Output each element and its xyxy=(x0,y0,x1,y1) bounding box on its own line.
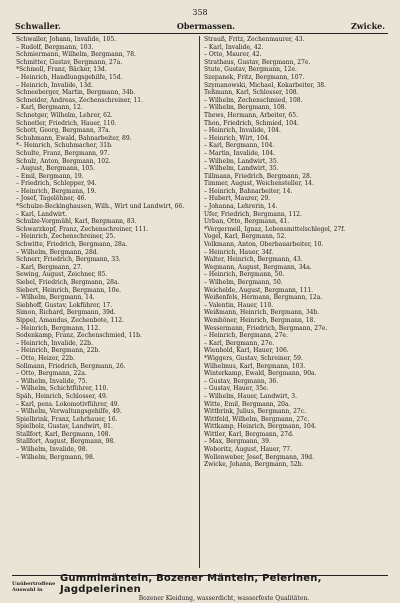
header-center: Obermassen. xyxy=(176,21,236,31)
directory-entry: Schuhmann, Ewald, Bahnarbeiter, 89. xyxy=(16,134,132,142)
directory-entry: Schmiermann, Wilhelm, Bergmann, 78. xyxy=(16,51,136,59)
directory-entry: Schneider, Andreas, Zechenschreiner, 11. xyxy=(16,96,143,104)
directory-entry: Wemhöner, Heinrich, Bergmann, 18. xyxy=(204,316,316,324)
directory-entry: – Heinrich, Bergmann, 50. xyxy=(204,271,285,279)
directory-entry: Schmitter, Gustav, Bergmann, 27a. xyxy=(16,58,123,66)
directory-entry: Ufer, Friedrich, Bergmann, 112. xyxy=(204,210,302,218)
directory-entry: Wollenweber, Josef, Bergmann, 39d. xyxy=(204,453,315,461)
directory-entry: – Karl, Bergmann, 104. xyxy=(204,142,275,150)
directory-entry: – Wilhelm, Zechenschmied, 108. xyxy=(204,96,303,104)
directory-entry: – Heinrich, Invalide, 22b. xyxy=(16,339,93,347)
advertisement-banner xyxy=(12,572,388,602)
directory-entry: Wienhold, Karl, Hauer, 106. xyxy=(204,347,289,355)
directory-entry: – Heinrich, Invalide, 104. xyxy=(204,127,281,135)
directory-entry: Schnetler, Friedrich, Hauer, 110. xyxy=(16,119,117,127)
directory-entry: – Heinrich, Invalide, 13d. xyxy=(16,81,93,89)
directory-entry: Wegmann, August, Bergmann, 34a. xyxy=(204,263,312,271)
directory-entry: Strathaus, Gustav, Bergmann, 27e. xyxy=(204,58,311,66)
directory-entry: Thon, Friedrich, Schmied, 104. xyxy=(204,119,299,127)
ad-subline: Bozener Kleidung, wasserdicht, wasserfeste Qualitäten. xyxy=(138,594,310,602)
directory-entry: – Josef, Tagelöhner, 46. xyxy=(16,195,87,203)
directory-entry: Vogel, Karl, Bergmann, 52. xyxy=(204,233,287,241)
directory-entry: Walter, Heinrich, Bergmann, 43. xyxy=(204,256,303,264)
directory-entry: – Wilhelm, Landwirt, 35. xyxy=(204,157,279,165)
directory-entry: – Wilhelm, Bergmann, 108. xyxy=(204,104,287,112)
directory-entry: – Friedrich, Schlepper, 94. xyxy=(16,180,97,188)
directory-entry: Szymanowski, Michael, Kokarbeiter, 38. xyxy=(204,81,326,89)
directory-entry: Volkmann, Anton, Oberbauarbeiter, 10. xyxy=(204,241,324,249)
directory-entry: Weißmann, Heinrich, Bergmann, 34b. xyxy=(204,309,320,317)
right-column xyxy=(200,36,388,568)
directory-entry: Siebel, Friedrich, Bergmann, 28a. xyxy=(16,279,120,286)
directory-entry: – Wilhelm, Verwaltungsgehilfe, 49. xyxy=(16,408,122,416)
directory-entry: – Otto, Maurer, 42. xyxy=(204,51,262,59)
directory-entry: Spielbrink, Franz, Lehrhauer, 16. xyxy=(16,415,118,423)
directory-entry: Timmer, August, Weichensteller, 14. xyxy=(204,180,314,188)
directory-entry: Woboritz, August, Hauer, 77. xyxy=(204,446,292,454)
directory-entry: Zwicke, Johann, Bergmann, 52b. xyxy=(204,461,304,469)
directory-entry: – Karl, Landwirt. xyxy=(16,210,68,218)
header-left: Schwaller. xyxy=(15,21,61,31)
directory-entry: Simon, Richard, Bergmann, 39d. xyxy=(16,309,116,317)
directory-entry: Schnerr, Friedrich, Bergmann, 33. xyxy=(16,256,121,264)
directory-entry: Schneeberger, Martin, Bergmann, 34b. xyxy=(16,89,136,97)
directory-entry: Schwaller, Johann, Invalide, 105. xyxy=(16,36,117,43)
directory-entry: – Heinrich, Bergmann, 19. xyxy=(16,187,97,195)
ad-main xyxy=(60,573,388,602)
directory-entry: Schulz, Anton, Bergmann, 102. xyxy=(16,157,111,165)
left-column xyxy=(12,36,200,568)
directory-entry: – Wilhelm, Bergmann, 98. xyxy=(16,453,95,461)
directory-entry: Stallfort, Karl, Bergmann, 108. xyxy=(16,430,111,438)
directory-entry: Urban, Otto, Bergmann, 41. xyxy=(204,218,290,226)
directory-entry: – Heinrich, Bergmann, 22b. xyxy=(16,347,101,355)
directory-entry: Schulze-Vorgmühl, Karl, Bergmann, 83. xyxy=(16,218,137,226)
directory-entry: Schott, Georg, Bergmann, 37a. xyxy=(16,127,111,135)
directory-entry: – Heinrich, Bergmann, 27e. xyxy=(204,332,288,340)
directory-entry: Späh, Heinrich, Schlosser, 49. xyxy=(16,392,108,400)
directory-entry: Schnetger, Wilhelm, Lehrer, 62. xyxy=(16,111,113,119)
directory-entry: – Valentin, Hauer, 110. xyxy=(204,301,274,309)
directory-entry: – Wilhelm, Invalide, 75. xyxy=(16,377,88,385)
directory-entry: – Karl, Bergmann, 12. xyxy=(16,104,83,112)
page-number: 358 xyxy=(192,8,208,17)
ad-headline: Gummimänteln, Bozener Mänteln, Pelerinen, Jagdpelerinen xyxy=(60,572,322,595)
directory-entry: – Heinrich, Hauer, 34f. xyxy=(204,248,274,256)
directory-entry: Wittkamp, Heinrich, Bergmann, 104. xyxy=(204,423,317,431)
directory-entry: Schulte, Franz, Bergmann, 97. xyxy=(16,149,110,157)
directory-entry: Sodenkamp, Franz, Zechenschmied, 11b. xyxy=(16,332,142,340)
directory-entry: – Heinrich, Handlungsgehilfe, 15d. xyxy=(16,73,123,81)
directory-entry: – Karl, Bergmann, 27e. xyxy=(204,339,275,347)
directory-entry: – Heinrich, Bergmann, 112. xyxy=(16,324,101,332)
directory-entry: Wittfeld, Wilhelm, Bergmann, 27c. xyxy=(204,415,310,423)
directory-entry: *Schmoll, Franz, Bäcker, 13d. xyxy=(16,66,107,74)
directory-entry: – Wilhelm, Landwirt, 35. xyxy=(204,165,279,173)
directory-entry: – August, Bergmann, 105. xyxy=(16,165,95,173)
directory-entry: – Wilhelm, Bergmann, 14. xyxy=(16,294,95,302)
directory-entry: *Vergermeil, Ignaz, Lebensmittelschlegel, 27f. xyxy=(204,225,346,233)
directory-entry: – Karl, Bergmann, 27. xyxy=(16,263,83,271)
directory-entry: – Gustav, Bergmann, 36. xyxy=(204,377,279,385)
directory-entry: – Karl, pens. Lokomotivführer, 49. xyxy=(16,400,120,408)
directory-entry: *– Heinrich, Schuhmacher, 31b. xyxy=(16,142,113,150)
directory-entry: – Wilhelm, Invalide, 98. xyxy=(16,446,88,454)
directory-entry: *Schulze-Beckinghausen, Wilh., Wirt und Landwirt, 66. xyxy=(16,203,185,211)
directory-entry: Wittbrink, Julius, Bergmann, 27c. xyxy=(204,408,306,416)
directory-entry: – Otto, Bergmann, 22a. xyxy=(16,370,87,378)
directory-entry: Wilhelmus, Karl, Bergmann, 103. xyxy=(204,362,306,370)
directory-entry: – Heinrich, Bahnarbeiter, 14. xyxy=(204,187,293,195)
directory-entry: Stute, Gustav, Bergmann, 12e. xyxy=(204,66,297,74)
directory-entry: – Martin, Invalide, 104. xyxy=(204,149,276,157)
directory-entry: Schwarzkopf, Franz, Zechenschreiner, 111. xyxy=(16,225,149,233)
directory-entry: – Emil, Bergmann, 19. xyxy=(16,172,84,180)
directory-entry: Schwitte, Friedrich, Bergmann, 28a. xyxy=(16,241,128,249)
directory-entry: Wessermann, Friedrich, Bergmann, 27e. xyxy=(204,324,328,332)
directory-entry: Szepanek, Fritz, Bergmann, 107. xyxy=(204,73,305,81)
directory-entry: Thews, Hermann, Arbeiter, 65. xyxy=(204,111,298,119)
directory-entry: Teßmann, Karl, Schlosser, 108. xyxy=(204,89,299,97)
directory-entry: Sippel, Amandus, Zechenbote, 112. xyxy=(16,316,125,324)
directory-entry: – Wilhelm, Schichtführer, 110. xyxy=(16,385,109,393)
directory-entry: Stallfort, August, Bergmann, 98. xyxy=(16,438,116,446)
directory-entry: – Johanna, Lehrerin, 14. xyxy=(204,203,278,211)
directory-entry: – Otto, Heizer, 22b. xyxy=(16,354,75,362)
directory-entry: – Wilhelm, Bergmann, 50. xyxy=(204,279,283,286)
directory-entry: Weichelde, August, Bergmann, 111. xyxy=(204,286,314,294)
ad-side-text: Unübertroffene Auswahl in xyxy=(12,581,56,593)
directory-entry: Winterkamp, Ewald, Bergmann, 90a. xyxy=(204,370,317,378)
directory-entry: – Karl, Invalide, 42. xyxy=(204,43,264,51)
directory-columns xyxy=(12,36,388,568)
directory-entry: – Heinrich, Zechenschreiner, 25. xyxy=(16,233,116,241)
directory-entry: *Wiggers, Gustav, Schreiner, 59. xyxy=(204,354,303,362)
directory-entry: Tillmann, Friedrich, Bergmann, 28. xyxy=(204,172,312,180)
directory-entry: – Gustav, Hauer, 35e. xyxy=(204,385,269,393)
directory-entry: Sewing, August, Zeichner, 85. xyxy=(16,271,108,279)
directory-entry: Siebhoff, Gustav, Lokführer, 17. xyxy=(16,301,113,309)
running-header xyxy=(12,21,388,34)
directory-entry: – Max, Bergmann, 39. xyxy=(204,438,271,446)
directory-entry: – Rudolf, Bergmann, 103. xyxy=(16,43,94,51)
directory-entry: – Wilhelm, Bergmann, 28d. xyxy=(16,248,99,256)
directory-entry: Witte, Emil, Bergmann, 20a. xyxy=(204,400,291,408)
directory-entry: Strauß, Fritz, Zechenmaurer, 43. xyxy=(204,36,305,43)
directory-entry: Siebert, Heinrich, Bergmann, 10e. xyxy=(16,286,122,294)
directory-entry: Weißenfels, Hermann, Bergmann, 12a. xyxy=(204,294,323,302)
directory-entry: Wittler, Karl, Bergmann, 27d. xyxy=(204,430,294,438)
directory-entry: – Wilhelm, Hauer, Landwirt, 3. xyxy=(204,392,298,400)
directory-entry: Spielholz, Gustav, Landwirt, 81. xyxy=(16,423,113,431)
directory-entry: – Hubert, Maurer, 29. xyxy=(204,195,271,203)
directory-entry: – Heinrich, Wirt, 104. xyxy=(204,134,270,142)
header-right: Zwicke. xyxy=(350,21,385,31)
directory-entry: Sollmann, Friedrich, Bergmann, 26. xyxy=(16,362,126,370)
